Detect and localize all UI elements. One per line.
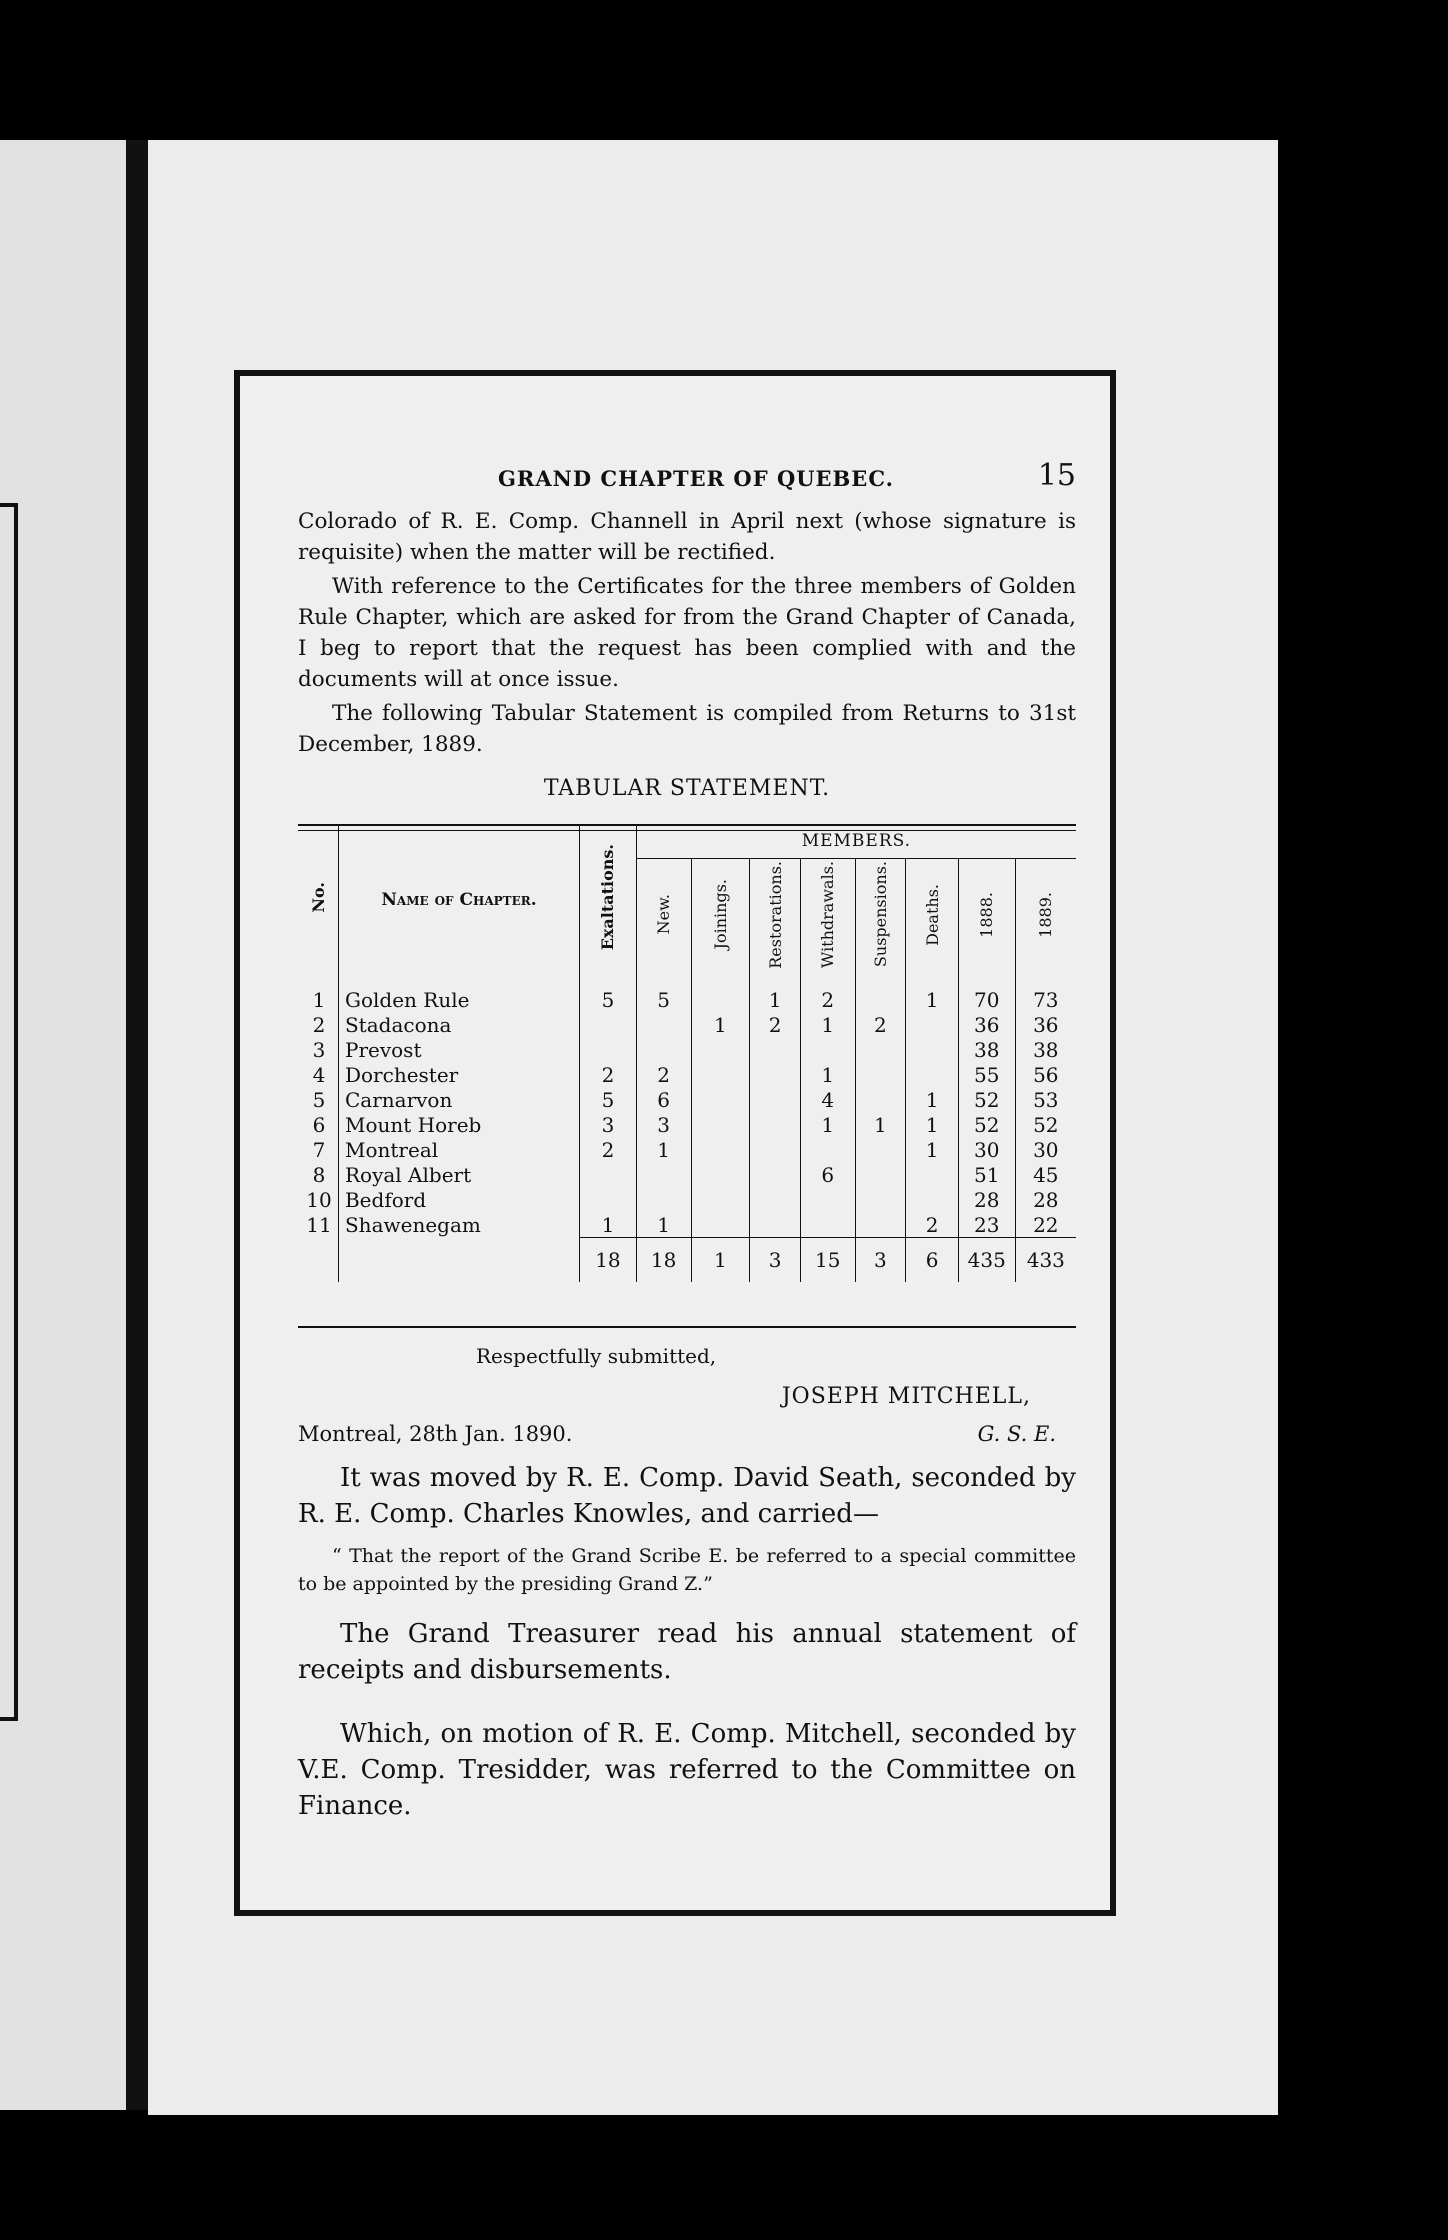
table-cell <box>750 1037 801 1062</box>
column-header-suspensions <box>855 859 906 976</box>
paragraph-3: The following Tabular Statement is compiled from Returns to 31st December, 1889. <box>298 701 1076 757</box>
table-cell: 6 <box>300 1112 338 1137</box>
column-label-1889: 1889. <box>1036 891 1056 938</box>
paragraph-2: With reference to the Certificates for the three members of Golden Rule Chapter, which are asked for from the Grand Chapter of Canada, I beg to report that the request has been complied with and the documents will at once issue. <box>298 574 1076 692</box>
table-cell: 2 <box>580 1137 637 1162</box>
column-label-new: New. <box>654 894 674 935</box>
table-cell <box>691 1062 750 1087</box>
table-cell <box>580 1012 637 1037</box>
table-row <box>300 1037 1076 1062</box>
place-date: Montreal, 28th Jan. 1890. <box>298 1422 573 1446</box>
table-cell: 30 <box>958 1137 1015 1162</box>
page-frame <box>234 370 1116 1916</box>
table-cell: 52 <box>958 1112 1015 1137</box>
total-cell: 3 <box>855 1238 906 1282</box>
table-cell <box>906 1187 959 1212</box>
table-row <box>300 1187 1076 1212</box>
total-cell: 15 <box>800 1238 855 1282</box>
table-cell <box>855 987 906 1012</box>
facing-page-border <box>0 503 18 1721</box>
table-cell <box>580 1162 637 1187</box>
table-row <box>300 987 1076 1012</box>
spacer-cell <box>580 975 637 987</box>
table-cell: 1 <box>691 1012 750 1037</box>
table-cell: 6 <box>636 1087 691 1112</box>
table-cell: 1 <box>906 1137 959 1162</box>
table-cell: 4 <box>800 1087 855 1112</box>
total-cell: 3 <box>750 1238 801 1282</box>
table-cell <box>636 1037 691 1062</box>
table-cell <box>750 1187 801 1212</box>
column-header-withdrawals <box>800 859 855 976</box>
table-cell: 1 <box>636 1137 691 1162</box>
table-cell: 1 <box>906 1112 959 1137</box>
table-cell: Royal Albert <box>338 1162 579 1187</box>
spacer-cell <box>691 975 750 987</box>
table-cell: 3 <box>300 1037 338 1062</box>
table-cell <box>691 1112 750 1137</box>
table-cell: 45 <box>1033 1162 1059 1187</box>
spacer-cell <box>906 975 959 987</box>
table-cell: Mount Horeb <box>338 1112 579 1137</box>
table-row <box>300 1062 1076 1087</box>
closing-line: Respectfully submitted, <box>476 1344 717 1368</box>
table-cell: 51 <box>958 1162 1015 1187</box>
table-cell <box>750 1137 801 1162</box>
table-cell <box>691 1212 750 1238</box>
table-cell: 1 <box>800 1012 855 1037</box>
column-label-no: No. <box>309 881 329 913</box>
spacer-cell <box>855 975 906 987</box>
table-cell: 52 <box>958 1087 1015 1112</box>
table-row <box>300 1137 1076 1162</box>
table-cell: Shawenegam <box>338 1212 579 1238</box>
minute-2: The Grand Treasurer read his annual statement of receipts and disbursements. <box>298 1619 1076 1685</box>
total-cell: 18 <box>636 1238 691 1282</box>
table-cell: 10 <box>300 1187 338 1212</box>
table-cell: 5 <box>300 1087 338 1112</box>
table-cell: Montreal <box>338 1137 579 1162</box>
table-cell: 1 <box>580 1212 637 1238</box>
table-cell <box>636 1162 691 1187</box>
table-cell <box>636 1187 691 1212</box>
statement-table <box>300 824 1076 1282</box>
table-cell <box>800 1187 855 1212</box>
table-cell: 28 <box>958 1187 1015 1212</box>
table-cell: 2 <box>800 987 855 1012</box>
table-cell: 1 <box>800 1062 855 1087</box>
column-header-new <box>636 859 691 976</box>
table-cell: 23 <box>958 1212 1015 1238</box>
signatory-title: G. S. E. <box>977 1422 1056 1446</box>
table-cell <box>750 1112 801 1137</box>
table-cell: Carnarvon <box>338 1087 579 1112</box>
table-cell <box>750 1062 801 1087</box>
table-cell: 36 <box>1033 1012 1059 1037</box>
table-cell <box>691 1087 750 1112</box>
table-cell <box>800 1137 855 1162</box>
page-number: 15 <box>1037 458 1076 493</box>
column-header-1888 <box>958 859 1015 976</box>
table-cell <box>906 1062 959 1087</box>
table-cell: 22 <box>1033 1212 1059 1237</box>
table-cell <box>691 1037 750 1062</box>
table-cell: 1 <box>750 987 801 1012</box>
table-cell: 30 <box>1033 1137 1059 1162</box>
table-cell <box>750 1162 801 1187</box>
total-cell: 433 <box>1015 1238 1076 1282</box>
table-cell: 38 <box>958 1037 1015 1062</box>
table-cell: 56 <box>1033 1062 1059 1087</box>
column-header-exaltations <box>580 824 637 975</box>
running-header <box>298 458 1076 498</box>
column-label-suspensions: Suspensions. <box>870 861 890 968</box>
total-cell: 435 <box>958 1238 1015 1282</box>
table-cell: 2 <box>750 1012 801 1037</box>
table-cell: 2 <box>906 1212 959 1238</box>
signatory-name: JOSEPH MITCHELL, <box>781 1384 1031 1409</box>
table-cell: 36 <box>958 1012 1015 1037</box>
column-header-restorations <box>750 859 801 976</box>
table-cell <box>855 1162 906 1187</box>
table-cell: 2 <box>855 1012 906 1037</box>
table-cell: Dorchester <box>338 1062 579 1087</box>
table-cell: 8 <box>300 1162 338 1187</box>
table-cell <box>855 1187 906 1212</box>
table-cell: Stadacona <box>338 1012 579 1037</box>
column-label-1888: 1888. <box>977 891 997 938</box>
totals-blank <box>300 1238 338 1282</box>
table-cell: 1 <box>636 1212 691 1238</box>
table-title: TABULAR STATEMENT. <box>543 776 831 801</box>
table-cell <box>691 987 750 1012</box>
spacer-cell <box>958 975 1015 987</box>
table-cell: 5 <box>580 987 637 1012</box>
facing-page-edge <box>0 140 126 2110</box>
table-cell: 1 <box>800 1112 855 1137</box>
table-cell: 1 <box>300 987 338 1012</box>
table-cell <box>750 1212 801 1238</box>
table-cell <box>800 1037 855 1062</box>
table-cell <box>855 1212 906 1238</box>
table-cell: 7 <box>300 1137 338 1162</box>
table-row <box>300 1012 1076 1037</box>
table-bottom-rule <box>298 1326 1076 1328</box>
table-cell: 3 <box>580 1112 637 1137</box>
table-cell: 1 <box>906 987 959 1012</box>
column-label-withdrawals: Withdrawals. <box>818 860 838 969</box>
column-label-joinings: Joinings. <box>710 879 730 950</box>
table-cell <box>855 1137 906 1162</box>
spacer-cell <box>1015 975 1076 987</box>
minute-3: Which, on motion of R. E. Comp. Mitchell, seconded by V.E. Comp. Tresidder, was referred to the Committee on Finance. <box>298 1719 1076 1821</box>
column-header-joinings <box>691 859 750 976</box>
table-cell <box>691 1187 750 1212</box>
spacer-cell <box>800 975 855 987</box>
table-cell: 73 <box>1033 987 1059 1012</box>
table-cell: Prevost <box>338 1037 579 1062</box>
table-cell <box>691 1162 750 1187</box>
table-cell <box>906 1162 959 1187</box>
tabular-statement <box>300 824 1076 1332</box>
table-cell: 2 <box>636 1062 691 1087</box>
table-cell: 28 <box>1033 1187 1059 1212</box>
table-cell: 53 <box>1033 1087 1059 1112</box>
table-cell: 52 <box>1033 1112 1059 1137</box>
table-cell: 2 <box>300 1012 338 1037</box>
table-row <box>300 1212 1076 1238</box>
table-row <box>300 1112 1076 1137</box>
running-title: GRAND CHAPTER OF QUEBEC. <box>498 466 894 491</box>
table-cell <box>855 1087 906 1112</box>
table-cell: 55 <box>958 1062 1015 1087</box>
table-cell <box>906 1037 959 1062</box>
total-cell: 18 <box>580 1238 637 1282</box>
table-cell: 5 <box>580 1087 637 1112</box>
members-header: MEMBERS. <box>636 824 1076 859</box>
table-cell <box>906 1012 959 1037</box>
spacer-cell <box>636 975 691 987</box>
table-cell <box>580 1037 637 1062</box>
spacer-cell <box>300 975 338 987</box>
table-cell: 6 <box>800 1162 855 1187</box>
column-label-exaltations: Exaltations. <box>598 843 618 951</box>
total-cell: 6 <box>906 1238 959 1282</box>
book-gutter <box>126 140 148 2110</box>
column-header-deaths <box>906 859 959 976</box>
table-cell: 1 <box>855 1112 906 1137</box>
spacer-cell <box>338 975 579 987</box>
column-label-restorations: Restorations. <box>765 860 785 969</box>
table-cell: 1 <box>906 1087 959 1112</box>
table-cell: 70 <box>958 987 1015 1012</box>
paragraph-1: Colorado of R. E. Comp. Channell in April next (whose signature is requisite) when the matter will be rectified. <box>298 509 1076 565</box>
table-cell: 5 <box>636 987 691 1012</box>
minute-1: It was moved by R. E. Comp. David Seath, seconded by R. E. Comp. Charles Knowles, and carried— <box>298 1463 1076 1529</box>
minute-quote: “ That the report of the Grand Scribe E. be referred to a special committee to be appointed by the presiding Grand Z.” <box>298 1545 1076 1595</box>
column-label-deaths: Deaths. <box>922 883 942 946</box>
table-cell: 2 <box>580 1062 637 1087</box>
table-cell: 38 <box>1033 1037 1059 1062</box>
table-cell <box>855 1037 906 1062</box>
column-header-1889 <box>1015 859 1076 976</box>
column-header-name: Name of Chapter. <box>338 824 579 975</box>
table-cell <box>691 1137 750 1162</box>
table-cell: Golden Rule <box>338 987 579 1012</box>
spacer-cell <box>750 975 801 987</box>
column-header-no <box>300 824 338 975</box>
table-cell: 11 <box>300 1212 338 1238</box>
table-cell <box>750 1087 801 1112</box>
table-cell <box>855 1062 906 1087</box>
table-cell: 3 <box>636 1112 691 1137</box>
table-cell <box>636 1012 691 1037</box>
table-cell <box>580 1187 637 1212</box>
table-row <box>300 1087 1076 1112</box>
total-cell: 1 <box>691 1238 750 1282</box>
table-row <box>300 1162 1076 1187</box>
table-cell: 4 <box>300 1062 338 1087</box>
totals-blank <box>338 1238 579 1282</box>
totals-row <box>300 1238 1076 1282</box>
table-cell <box>800 1212 855 1238</box>
table-cell: Bedford <box>338 1187 579 1212</box>
